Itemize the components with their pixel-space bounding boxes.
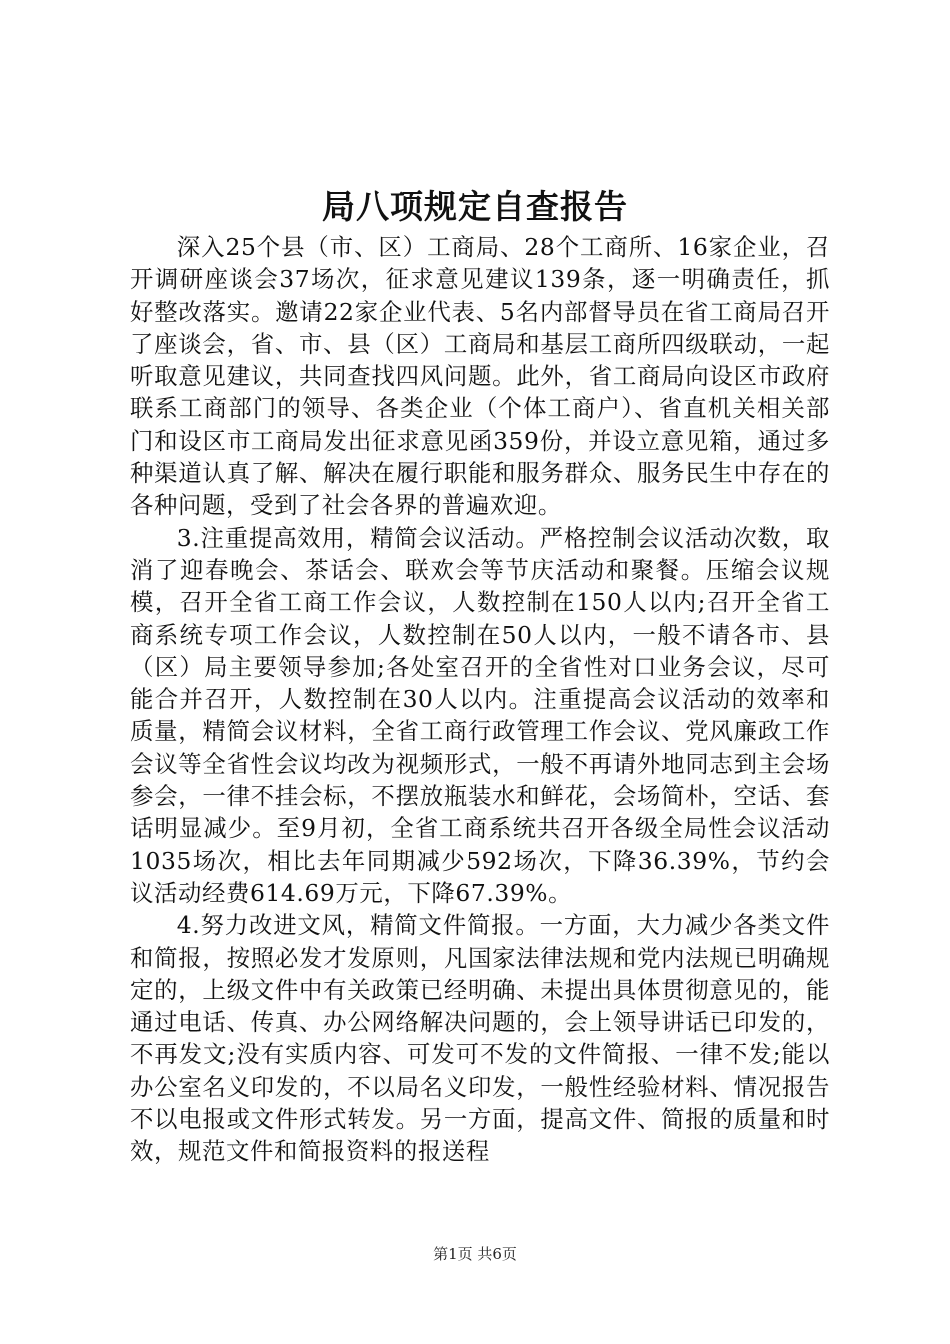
paragraph: 深入25个县（市、区）工商局、28个工商所、16家企业，召开调研座谈会37场次，征求意见建议139条，逐一明确责任，抓好整改落实。邀请22家企业代表、5名内部督导员在省工商局召开了座谈会，省、市、县（区）工商局和基层工商所四级联动，一起听取意见建议，共同查找四风问题。此外，省工商局向设区市政府联系工商部门的领导、各类企业（个体工商户）、省直机关相关部门和设区市工商局发出征求意见函359份，并设立意见箱，通过多种渠道认真了解、解决在履行职能和服务群众、服务民生中存在的各种问题，受到了社会各界的普遍欢迎。	[130, 233, 830, 520]
page-number-footer: 第1页 共6页	[433, 1245, 517, 1263]
document-title: 局八项规定自查报告	[322, 187, 628, 226]
paragraph: 4.努力改进文风，精简文件简报。一方面，大力减少各类文件和简报，按照必发才发原则，凡国家法律法规和党内法规已明确规定的，上级文件中有关政策已经明确、未提出具体贯彻意见的，能通过电话、传真、办公网络解决问题的，会上领导讲话已印发的，不再发文;没有实质内容、可发可不发的文件简报、一律不发;能以办公室名义印发的，不以局名义印发，一般性经验材料、情况报告不以电报或文件形式转发。另一方面，提高文件、简报的质量和时效，规范文件和简报资料的报送程	[130, 911, 830, 1166]
paragraph: 3.注重提高效用，精简会议活动。严格控制会议活动次数，取消了迎春晚会、茶话会、联欢会等节庆活动和聚餐。压缩会议规模，召开全省工商工作会议，人数控制在150人以内;召开全省工商系统专项工作会议，人数控制在50人以内，一般不请各市、县（区）局主要领导参加;各处室召开的全省性对口业务会议，尽可能合并召开，人数控制在30人以内。注重提高会议活动的效率和质量，精简会议材料，全省工商行政管理工作会议、党风廉政工作会议等全省性会议均改为视频形式，一般不再请外地同志到主会场参会，一律不挂会标，不摆放瓶装水和鲜花，会场简朴，空话、套话明显减少。至9月初，全省工商系统共召开各级全局性会议活动1035场次，相比去年同期减少592场次，下降36.39%，节约会议活动经费614.69万元，下降67.39%。	[130, 523, 830, 907]
document-body	[130, 231, 830, 1168]
